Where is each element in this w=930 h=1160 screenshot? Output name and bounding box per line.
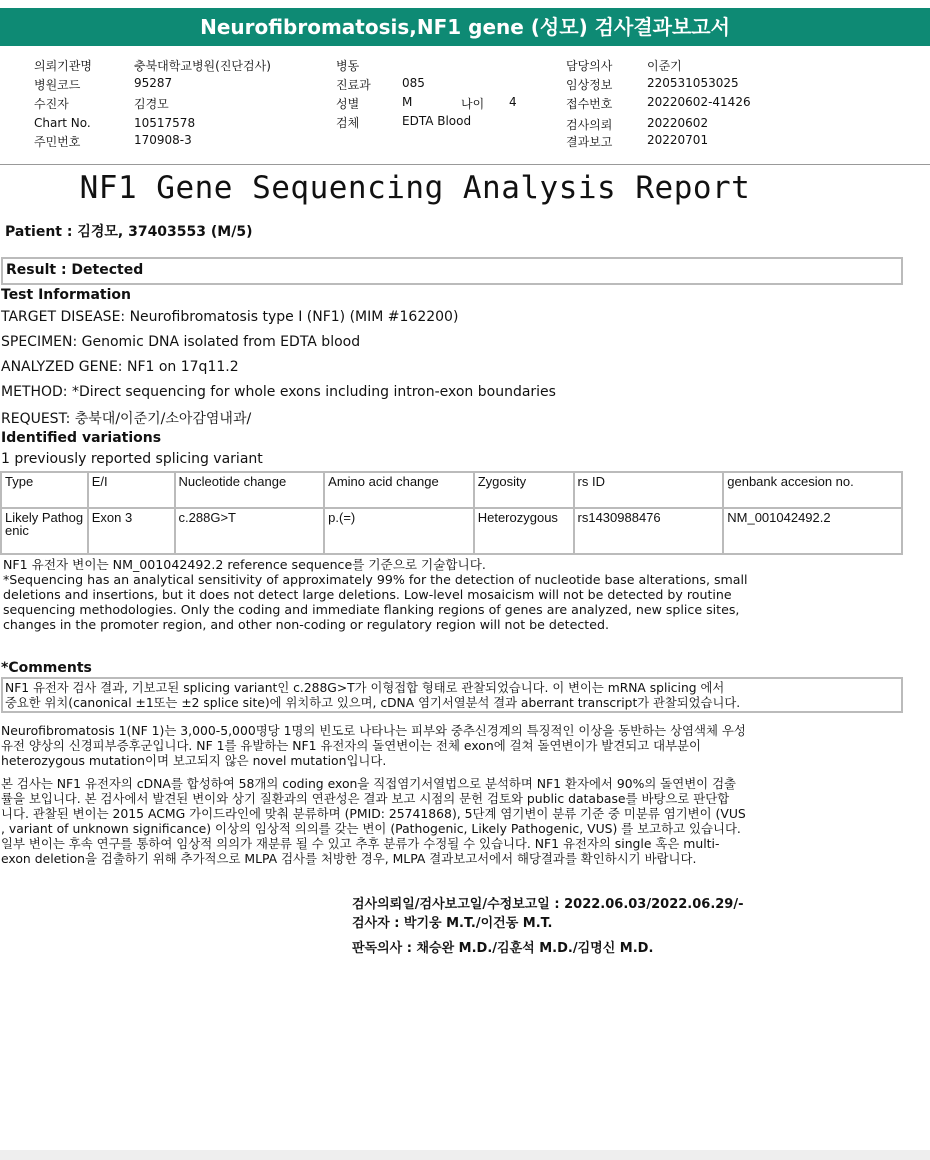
note-line: *Sequencing has an analytical sensitivity of approximately 99% for the detection of nucleotide base alterations, small xyxy=(3,572,748,587)
page-bottom-bar xyxy=(0,1150,930,1160)
meta-label: 검체 xyxy=(336,116,360,130)
meta-value: 20220701 xyxy=(647,133,709,147)
comments-box-text xyxy=(5,681,740,711)
testers: 검사자 : 박기웅 M.T./이건동 M.T. xyxy=(352,916,553,931)
report-header-banner: Neurofibromatosis,NF1 gene (성모) 검사결과보고서 xyxy=(0,8,930,46)
table-cell: p.(=) xyxy=(324,508,474,554)
meta-value: 220531053025 xyxy=(647,76,739,90)
meta-label: 병원코드 xyxy=(34,78,81,92)
meta-value: EDTA Blood xyxy=(402,114,472,128)
table-header-cell: genbank accesion no. xyxy=(723,472,902,508)
meta-label: 담당의사 xyxy=(566,59,613,73)
comment-line: exon deletion을 검출하기 위해 추가적으로 MLPA 검사를 처방한 경우, MLPA 결과보고서에서 해당결과를 확인하시기 바랍니다. xyxy=(1,851,697,866)
table-header-cell: E/I xyxy=(88,472,175,508)
comment-line: NF1 유전자 검사 결과, 기보고된 splicing variant인 c.288G>T가 이형접합 형태로 관찰되었습니다. 이 변이는 mRNA splicing 에서 xyxy=(5,681,725,695)
meta-value: 085 xyxy=(402,76,425,90)
variations-summary: 1 previously reported splicing variant xyxy=(1,451,263,467)
notes-block xyxy=(3,557,748,632)
note-line: deletions and insertions, but it does not detect large deletions. Low-level mosaicism will not be detected by routine xyxy=(3,587,732,602)
meta-value: 20220602-41426 xyxy=(647,95,751,109)
meta-label: 임상정보 xyxy=(566,78,613,92)
variations-heading: Identified variations xyxy=(1,430,162,446)
request: REQUEST: 충북대/이준기/소아감염내과/ xyxy=(1,411,252,427)
table-cell: Likely Pathogenic xyxy=(1,508,88,554)
table-cell: Heterozygous xyxy=(474,508,574,554)
table-header-cell: rs ID xyxy=(574,472,724,508)
header-divider xyxy=(0,164,930,165)
patient-line: Patient : 김경모, 37403553 (M/5) xyxy=(5,224,253,240)
table-header-cell: Nucleotide change xyxy=(175,472,325,508)
readers: 판독의사 : 채승완 M.D./김훈석 M.D./김명신 M.D. xyxy=(352,941,654,956)
comments-box xyxy=(1,677,903,713)
table-header-cell: Type xyxy=(1,472,88,508)
note-line: changes in the promoter region, and other non-coding or regulatory region will not be detected. xyxy=(3,617,609,632)
meta-label: 병동 xyxy=(336,59,360,73)
comment-line: 유전 양상의 신경피부증후군입니다. NF 1를 유발하는 NF1 유전자의 돌연변이는 전체 exon에 걸쳐 돌연변이가 발견되고 대부분이 xyxy=(1,738,701,753)
table-header-cell: Amino acid change xyxy=(324,472,474,508)
table-cell: NM_001042492.2 xyxy=(723,508,902,554)
meta-label: 나이 xyxy=(461,97,485,111)
table-cell: Exon 3 xyxy=(88,508,175,554)
meta-label: 의뢰기관명 xyxy=(34,59,92,73)
meta-label: 검사의뢰 xyxy=(566,118,613,132)
table-cell: rs1430988476 xyxy=(574,508,724,554)
specimen: SPECIMEN: Genomic DNA isolated from EDTA blood xyxy=(1,334,361,350)
comment-line: , variant of unknown significance) 이상의 임상적 의의를 갖는 변이 (Pathogenic, Likely Pathogenic, VUS) 를 보고하고 있습니다. xyxy=(1,821,741,836)
meta-value: 4 xyxy=(509,95,517,109)
comment-line: Neurofibromatosis 1(NF 1)는 3,000-5,000명당 1명의 빈도로 나타나는 피부와 중추신경계의 특징적인 이상을 동반하는 상염색체 우성 xyxy=(1,723,746,738)
result-text: Result : Detected xyxy=(6,262,144,278)
comments-paragraph-2 xyxy=(1,776,746,866)
table-header-cell: Zygosity xyxy=(474,472,574,508)
note-line: NF1 유전자 변이는 NM_001042492.2 reference sequence를 기준으로 기술합니다. xyxy=(3,557,486,572)
method: METHOD: *Direct sequencing for whole exons including intron-exon boundaries xyxy=(1,384,556,400)
comments-heading: *Comments xyxy=(1,660,92,676)
comment-line: 률을 보입니다. 본 검사에서 발견된 변이와 상기 질환과의 연관성은 결과 보고 시점의 문헌 검토와 public database를 바탕으로 판단합 xyxy=(1,791,730,806)
meta-value: 95287 xyxy=(134,76,173,90)
variations-table xyxy=(0,471,903,555)
table-header-row xyxy=(1,472,902,508)
report-dates: 검사의뢰일/검사보고일/수정보고일 : 2022.06.03/2022.06.29/- xyxy=(352,897,744,912)
comment-line: heterozygous mutation이며 보고되지 않은 novel mutation입니다. xyxy=(1,753,387,768)
note-line: sequencing methodologies. Only the coding and immediate flanking regions of genes are analyzed, new splice sites, xyxy=(3,602,740,617)
meta-label: 접수번호 xyxy=(566,97,613,111)
table-cell: c.288G>T xyxy=(175,508,325,554)
comment-line: 중요한 위치(canonical ±1또는 ±2 splice site)에 위치하고 있으며, cDNA 염기서열분석 결과 aberrant transcript가 관찰되었습니다. xyxy=(5,696,741,710)
test-info-heading: Test Information xyxy=(1,287,131,303)
meta-label: 주민번호 xyxy=(34,135,81,149)
meta-value: 이준기 xyxy=(647,59,682,73)
meta-value: 충북대학교병원(진단검사) xyxy=(134,59,271,73)
meta-value: 170908-3 xyxy=(134,133,192,147)
meta-label: 수진자 xyxy=(34,97,69,111)
meta-value: 김경모 xyxy=(134,97,169,111)
meta-label: Chart No. xyxy=(34,116,91,130)
meta-value: 20220602 xyxy=(647,116,709,130)
analyzed-gene: ANALYZED GENE: NF1 on 17q11.2 xyxy=(1,359,239,375)
table-row xyxy=(1,508,902,554)
report-title: NF1 Gene Sequencing Analysis Report xyxy=(79,170,751,206)
meta-label: 결과보고 xyxy=(566,135,613,149)
comment-line: 본 검사는 NF1 유전자의 cDNA를 합성하여 58개의 coding exon을 직접염기서열법으로 분석하며 NF1 환자에서 90%의 돌연변이 검출 xyxy=(1,776,737,791)
meta-label: 성별 xyxy=(336,97,360,111)
meta-value: 10517578 xyxy=(134,116,196,130)
comments-paragraph-1 xyxy=(1,723,746,768)
meta-value: M xyxy=(402,95,413,109)
result-box xyxy=(1,257,903,285)
comment-line: 일부 변이는 후속 연구를 통하여 임상적 의의가 재분류 될 수 있고 추후 분류가 수정될 수 있습니다. NF1 유전자의 single 혹은 multi- xyxy=(1,836,720,851)
target-disease: TARGET DISEASE: Neurofibromatosis type I (NF1) (MIM #162200) xyxy=(1,309,459,325)
meta-label: 진료과 xyxy=(336,78,371,92)
comment-line: 니다. 관찰된 변이는 2015 ACMG 가이드라인에 맞춰 분류하며 (PMID: 25741868), 5단계 염기변이 분류 기준 중 미분류 염기변이 (VUS xyxy=(1,806,746,821)
